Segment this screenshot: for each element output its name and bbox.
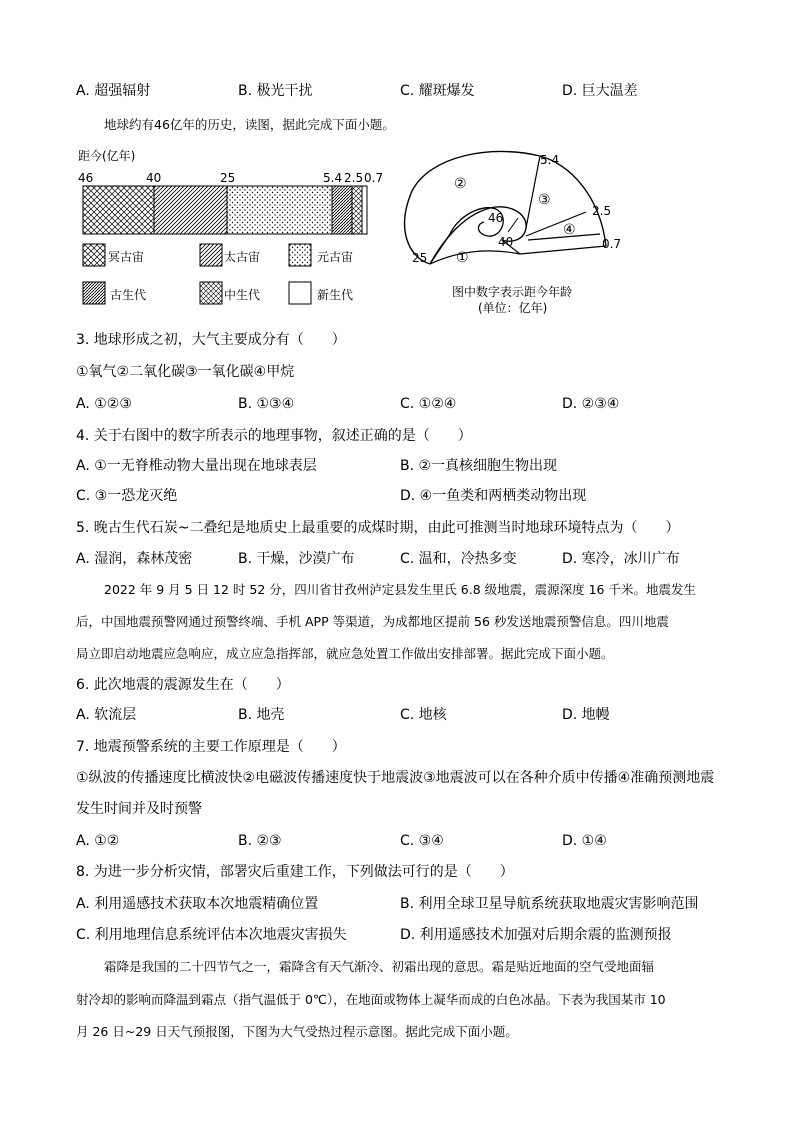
- tick-46: 46: [78, 171, 94, 185]
- axis-title: 距今(亿年): [78, 149, 136, 163]
- q3-option-a: A. ①②③: [76, 396, 132, 412]
- q4-option-d: D. ④一鱼类和两栖类动物出现: [400, 488, 587, 504]
- intro-frost-line-1: 霜降是我国的二十四节气之一，霜降含有天气渐冷、初霜出现的意思。霜是贴近地面的空气受地面辐: [104, 959, 655, 974]
- segment-hadean: [83, 186, 154, 234]
- label-circle-4: ④: [563, 222, 576, 238]
- q6-option-b: B. 地壳: [238, 707, 285, 723]
- intro-frost-line-3: 月 26 日~29 日天气预报图，下图为大气受热过程示意图。据此完成下面小题。: [76, 1024, 518, 1039]
- q8-option-d: D. 利用遥感技术加强对后期余震的监测预报: [400, 927, 672, 943]
- q7-option-a: A. ①②: [76, 833, 120, 849]
- legend-mesozoic: 中生代: [224, 288, 261, 302]
- legend-hadean: 冥古宙: [108, 250, 145, 264]
- q7-items-line-1: ①纵波的传播速度比横波快②电磁波传播速度快于地震波③地震波可以在各种介质中传播④准确预测地震: [76, 770, 715, 786]
- intro-earth-history: 地球约有46亿年的历史，读图，据此完成下面小题。: [104, 117, 395, 132]
- caption-line-2: (单位：亿年): [478, 301, 548, 315]
- intro-earthquake-line-3: 局立即启动地震应急响应，成立应急指挥部，就应急处置工作做出安排部署。据此完成下面小题。: [76, 646, 614, 661]
- segment-archean: [154, 186, 227, 234]
- option-b: B. 极光干扰: [238, 83, 313, 99]
- q3-items: ①氧气②二氧化碳③一氧化碳④甲烷: [76, 364, 295, 380]
- caption-line-1: 图中数字表示距今年龄: [452, 285, 573, 299]
- legend-swatch-archean: [200, 244, 222, 266]
- legend-cenozoic: 新生代: [317, 288, 354, 302]
- q7-option-b: B. ②③: [238, 833, 282, 849]
- intro-earthquake-line-2: 后，中国地震预警网通过预警终端、手机 APP 等渠道，为成都地区提前 56 秒发送地震预警信息。四川地震: [76, 614, 669, 629]
- q7-items-line-2: 发生时间并及时预警: [76, 801, 202, 817]
- q6-option-c: C. 地核: [400, 707, 447, 723]
- geologic-timeline-figure: [76, 146, 386, 316]
- q3-option-b: B. ①③④: [238, 396, 295, 412]
- label-46: 46: [488, 211, 504, 225]
- q6-stem: 6. 此次地震的震源发生在（ ）: [76, 677, 290, 693]
- legend-paleozoic: 古生代: [110, 288, 147, 302]
- label-5-4: 5.4: [540, 153, 560, 167]
- q8-stem: 8. 为进一步分析灾情，部署灾后重建工作，下列做法可行的是（ ）: [76, 864, 514, 880]
- q5-option-a: A. 湿润，森林茂密: [76, 551, 193, 567]
- label-circle-3: ③: [538, 192, 551, 208]
- segment-cenozoic: [362, 186, 367, 234]
- q5-option-c: C. 温和，冷热多变: [400, 551, 517, 567]
- segment-paleozoic: [332, 186, 352, 234]
- q6-option-a: A. 软流层: [76, 707, 137, 723]
- q3-option-d: D. ②③④: [562, 396, 620, 412]
- q8-option-b: B. 利用全球卫星导航系统获取地震灾害影响范围: [400, 896, 699, 912]
- option-d: D. 巨大温差: [562, 83, 638, 99]
- tick-40: 40: [146, 171, 162, 185]
- intro-frost-line-2: 射冷却的影响而降温到霜点（指气温低于 0℃），在地面或物体上凝华而成的白色冰晶。下表为我国某市 10: [76, 992, 666, 1007]
- q3-option-c: C. ①②④: [400, 396, 457, 412]
- label-circle-1: ①: [456, 250, 469, 266]
- segment-proterozoic: [227, 186, 332, 234]
- spiral-timeline-figure: [400, 146, 640, 320]
- q7-stem: 7. 地震预警系统的主要工作原理是（ ）: [76, 739, 346, 755]
- q4-stem: 4. 关于右图中的数字所表示的地理事物，叙述正确的是（ ）: [76, 428, 472, 444]
- label-circle-2: ②: [454, 176, 467, 192]
- legend-swatch-proterozoic: [289, 244, 311, 266]
- q4-option-c: C. ③一恐龙灭绝: [76, 488, 178, 504]
- tick-25: 25: [220, 171, 236, 185]
- q5-stem: 5. 晚古生代石炭~二叠纪是地质史上最重要的成煤时期，由此可推测当时地球环境特点为（ ）: [76, 520, 680, 536]
- q7-option-c: C. ③④: [400, 833, 444, 849]
- segment-mesozoic: [352, 186, 362, 234]
- q7-option-d: D. ①④: [562, 833, 607, 849]
- option-a: A. 超强辐射: [76, 83, 151, 99]
- q4-option-a: A. ①一无脊椎动物大量出现在地球表层: [76, 458, 317, 474]
- legend-swatch-mesozoic: [200, 282, 222, 304]
- q6-option-d: D. 地幔: [562, 707, 610, 723]
- label-0-7: 0.7: [602, 237, 622, 251]
- label-2-5: 2.5: [592, 204, 612, 218]
- label-25: 25: [412, 251, 428, 265]
- label-40: 40: [498, 235, 514, 249]
- q5-option-d: D. 寒冷，冰川广布: [562, 551, 680, 567]
- legend-swatch-cenozoic: [289, 282, 311, 304]
- tick-2-5: 2.5: [344, 171, 364, 185]
- q5-option-b: B. 干燥，沙漠广布: [238, 551, 355, 567]
- legend-archean: 太古宙: [224, 250, 261, 264]
- legend-proterozoic: 元古宙: [317, 250, 354, 264]
- q8-option-a: A. 利用遥感技术获取本次地震精确位置: [76, 896, 319, 912]
- intro-earthquake-line-1: 2022 年 9 月 5 日 12 时 52 分，四川省甘孜州泸定县发生里氏 6.8 级地震，震源深度 16 千米。地震发生: [104, 582, 696, 597]
- option-c: C. 耀斑爆发: [400, 83, 475, 99]
- q8-option-c: C. 利用地理信息系统评估本次地震灾害损失: [76, 927, 347, 943]
- legend-swatch-hadean: [83, 244, 105, 266]
- q4-option-b: B. ②一真核细胞生物出现: [400, 458, 558, 474]
- tick-5-4: 5.4: [323, 171, 343, 185]
- legend-swatch-paleozoic: [83, 282, 105, 304]
- tick-0-7: 0.7: [364, 171, 384, 185]
- q3-stem: 3. 地球形成之初，大气主要成分有（ ）: [76, 332, 346, 348]
